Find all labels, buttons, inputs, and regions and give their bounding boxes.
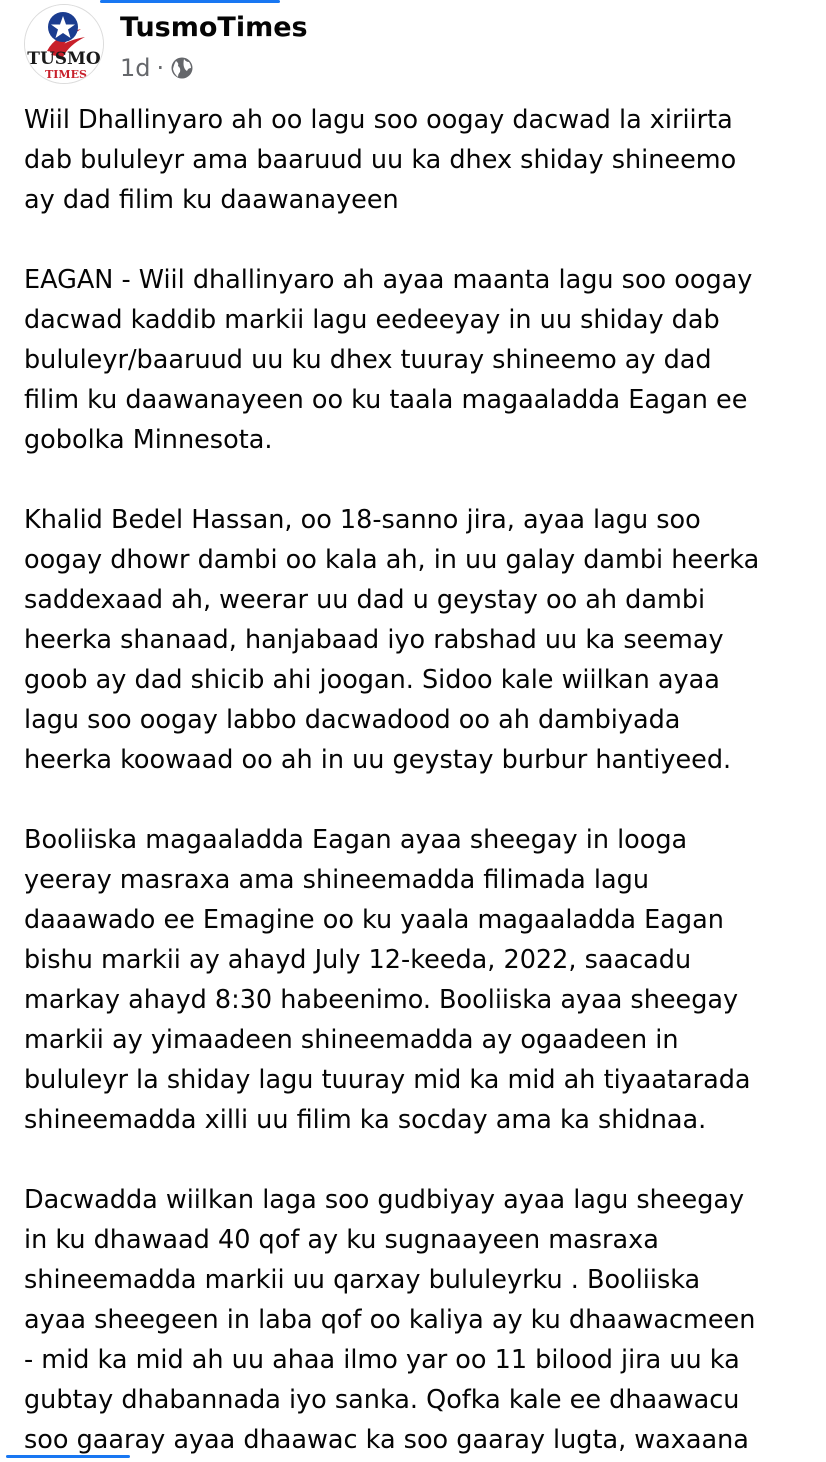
text-line: yeeray masraxa ama shineemadda filimada lagu bbox=[24, 865, 649, 895]
text-line: oogay dhowr dambi oo kala ah, in uu galay dambi heerka bbox=[24, 545, 760, 575]
logo-text: TUSMO bbox=[27, 49, 101, 69]
top-progress-accent bbox=[0, 0, 826, 3]
text-line: heerka shanaad, hanjabaad iyo rabshad uu ka seemay bbox=[24, 625, 724, 655]
text-line: bululeyr/baaruud uu ku dhex tuuray shineemo ay dad bbox=[24, 345, 712, 375]
globe-icon[interactable] bbox=[170, 56, 194, 80]
post-meta bbox=[120, 52, 194, 84]
text-line: gobolka Minnesota. bbox=[24, 425, 273, 455]
text-line: daaawado ee Emagine oo ku yaala magaaladda Eagan bbox=[24, 905, 724, 935]
text-line: ay dad filim ku daawanayeen bbox=[24, 185, 399, 215]
text-line: in ku dhawaad 40 qof ay ku sugnaayeen masraxa bbox=[24, 1225, 659, 1255]
text-line: dab bululeyr ama baaruud uu ka dhex shiday shineemo bbox=[24, 145, 737, 175]
post-paragraph-3 bbox=[24, 500, 814, 780]
text-line: bishu markii ay ahayd July 12-keeda, 2022, saacadu bbox=[24, 945, 692, 975]
text-line: lagu soo oogay labbo dacwadood oo ah dambiyada bbox=[24, 705, 681, 735]
post-paragraph-2 bbox=[24, 260, 814, 460]
text-line: Dacwadda wiilkan laga soo gudbiyay ayaa lagu sheegay bbox=[24, 1185, 745, 1215]
post-text bbox=[24, 100, 814, 1460]
text-line: Khalid Bedel Hassan, oo 18-sanno jira, ayaa lagu soo bbox=[24, 505, 701, 535]
text-line: - mid ka mid ah uu ahaa ilmo yar oo 11 bilood jira uu ka bbox=[24, 1345, 740, 1375]
tusmo-logo bbox=[25, 5, 103, 83]
logo-subtext: TIMES bbox=[45, 68, 87, 81]
page-avatar[interactable] bbox=[24, 4, 104, 84]
post-paragraph-5 bbox=[24, 1180, 814, 1460]
text-line: ayaa sheegeen in laba qof oo kaliya ay ku dhaawacmeen bbox=[24, 1305, 756, 1335]
text-line: markii ay yimaadeen shineemadda ay ogaadeen in bbox=[24, 1025, 679, 1055]
text-line: soo gaaray ayaa dhaawac ka soo gaaray lugta, waxaana bbox=[24, 1425, 749, 1455]
text-line: gubtay dhabannada iyo sanka. Qofka kale ee dhaawacu bbox=[24, 1385, 740, 1415]
text-line: markay ahayd 8:30 habeenimo. Booliiska ayaa sheegay bbox=[24, 985, 739, 1015]
text-line: goob ay dad shicib ahi joogan. Sidoo kale wiilkan ayaa bbox=[24, 665, 720, 695]
post-paragraph-1 bbox=[24, 100, 814, 220]
text-line: heerka koowaad oo ah in uu geystay burbur hantiyeed. bbox=[24, 745, 732, 775]
post-timestamp[interactable]: 1d bbox=[120, 54, 151, 82]
post-paragraph-4 bbox=[24, 820, 814, 1140]
text-line: Booliiska magaaladda Eagan ayaa sheegay in looga bbox=[24, 825, 688, 855]
page-name-link[interactable]: TusmoTimes bbox=[120, 12, 308, 43]
text-line: EAGAN - Wiil dhallinyaro ah ayaa maanta lagu soo oogay bbox=[24, 265, 753, 295]
text-line: shineemadda xilli uu filim ka socday ama ka shidnaa. bbox=[24, 1105, 707, 1135]
text-line: saddexaad ah, weerar uu dad u geystay oo ah dambi bbox=[24, 585, 706, 615]
text-line: filim ku daawanayeen oo ku taala magaaladda Eagan ee bbox=[24, 385, 748, 415]
text-line: bululeyr la shiday lagu tuuray mid ka mid ah tiyaatarada bbox=[24, 1065, 751, 1095]
meta-separator: · bbox=[156, 54, 165, 82]
post-header bbox=[24, 4, 804, 86]
bottom-accent-bar bbox=[6, 1455, 130, 1458]
text-line: Wiil Dhallinyaro ah oo lagu soo oogay dacwad la xiriirta bbox=[24, 105, 733, 135]
text-line: dacwad kaddib markii lagu eedeeyay in uu shiday dab bbox=[24, 305, 720, 335]
text-line: shineemadda markii uu qarxay bululeyrku . Booliiska bbox=[24, 1265, 701, 1295]
top-accent-bar bbox=[100, 0, 280, 3]
